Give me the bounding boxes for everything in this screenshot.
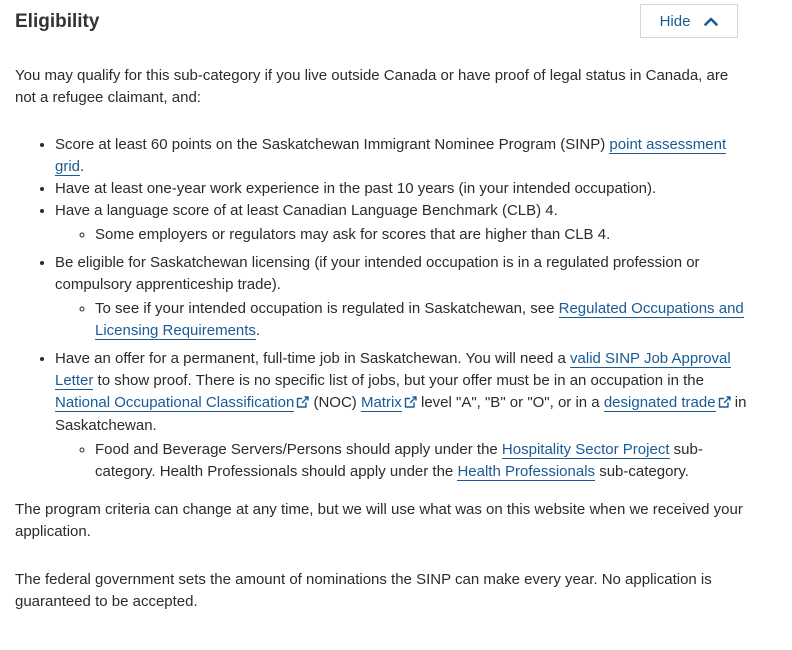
external-link-icon — [718, 393, 731, 415]
section-content — [15, 65, 750, 613]
criteria-item-points — [55, 134, 750, 178]
licensing-text: Be eligible for Saskatchewan licensing (if your intended occupation is in a regulated profession or compulsory apprenticeship trade). — [55, 254, 700, 293]
job-offer-text-5: in Saskatchewan. — [55, 394, 747, 434]
licensing-sub-text-end: . — [255, 322, 261, 339]
job-offer-text-1: Have an offer for a permanent, full-time job in Saskatchewan. You will need a — [55, 350, 571, 367]
external-link-icon — [404, 393, 417, 415]
job-offer-text-4: level "A", "B" or "O", or in a — [416, 394, 604, 411]
external-link-icon — [296, 393, 309, 415]
job-offer-text-2: to show proof. There is no specific list of jobs, but your offer must be in an occupation in the — [93, 372, 704, 389]
licensing-sub-text: To see if your intended occupation is regulated in Saskatchewan, see — [95, 300, 559, 317]
chevron-up-icon — [704, 16, 718, 26]
criteria-item-experience: • Have at least one-year work experience in the past 10 years (in your intended occupation). — [55, 178, 750, 200]
hospitality-sector-link[interactable]: Hospitality Sector Project — [501, 441, 670, 458]
job-offer-sub-text-2: sub-category. Health Professionals should apply under the — [95, 441, 703, 480]
language-sub-item: ◦ Some employers or regulators may ask for scores that are higher than CLB 4. — [95, 224, 750, 246]
criteria-item-licensing — [55, 252, 750, 342]
health-professionals-link[interactable]: Health Professionals — [457, 463, 596, 480]
intro-text: You may qualify for this sub-category if you live outside Canada or have proof of legal status in Canada, are not a refugee claimant, and: — [15, 67, 729, 106]
language-text: Have a language score of at least Canadian Language Benchmark (CLB) 4. — [55, 202, 558, 219]
criteria-change-note: The program criteria can change at any time, but we will use what was on this website when we received your application. — [15, 501, 743, 540]
noc-link[interactable]: National Occupational Classification — [55, 394, 295, 411]
job-offer-sub-item — [95, 439, 750, 483]
points-text-end: . — [80, 158, 85, 175]
point-assessment-grid-link[interactable]: point assessment grid — [55, 136, 727, 175]
federal-limit-note: The federal government sets the amount of nominations the SINP can make every year. No application is guaranteed to be accepted. — [15, 571, 712, 610]
criteria-list — [15, 134, 750, 483]
section-title: Eligibility — [15, 11, 100, 32]
job-offer-sub-text-3: sub-category. — [595, 463, 689, 480]
matrix-link[interactable]: Matrix — [360, 394, 402, 411]
job-offer-sub-text-1: Food and Beverage Servers/Persons should apply under the — [95, 441, 502, 458]
language-sublist — [55, 224, 750, 246]
job-offer-sublist — [55, 439, 750, 483]
licensing-sublist — [55, 298, 750, 342]
regulated-occupations-link[interactable]: Regulated Occupations and Licensing Requirements — [95, 300, 744, 339]
job-offer-text-3: (NOC) — [309, 394, 361, 411]
points-text: Score at least 60 points on the Saskatchewan Immigrant Nominee Program (SINP) — [55, 136, 610, 153]
criteria-item-language — [55, 200, 750, 246]
criteria-item-job-offer — [55, 348, 750, 483]
hide-toggle-label: Hide — [659, 12, 691, 30]
licensing-sub-item — [95, 298, 750, 342]
job-approval-letter-link[interactable]: valid SINP Job Approval Letter — [55, 350, 731, 389]
hide-toggle-button[interactable] — [640, 4, 738, 38]
designated-trade-link[interactable]: designated trade — [603, 394, 716, 411]
